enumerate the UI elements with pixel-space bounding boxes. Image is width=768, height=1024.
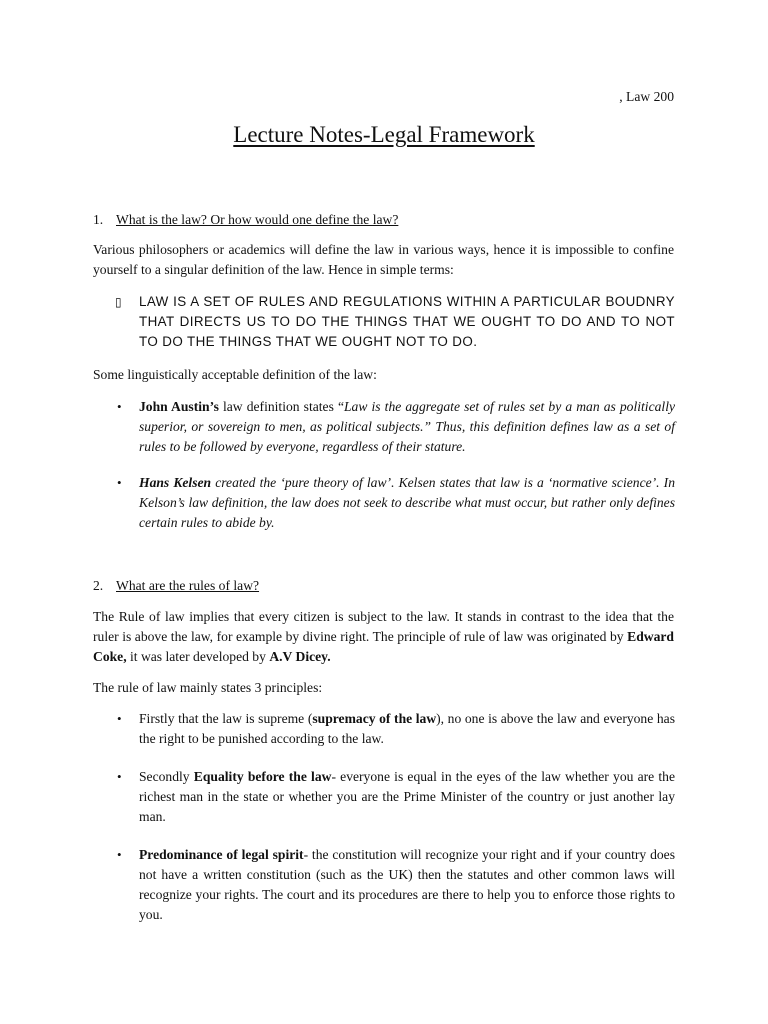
list-item-principle-3 <box>115 845 675 925</box>
linguistic-intro: Some linguistically acceptable definition of the law: <box>93 367 377 382</box>
bullet-icon: • <box>117 475 122 490</box>
law-definition-text: LAW IS A SET OF RULES AND REGULATIONS WITHIN A PARTICULAR BOUDNRY THAT DIRECTS US TO DO THE THINGS THAT WE OUGHT TO DO AND TO NOT TO DO THE THINGS THAT WE OUGHT NOT TO DO. <box>139 294 675 349</box>
principle-1-bold: supremacy of the law <box>312 711 437 726</box>
rule-of-law-paragraph <box>93 607 674 667</box>
checkbox-marker-icon: ▯ <box>115 295 123 309</box>
section-2-question: What are the rules of law? <box>116 578 260 593</box>
list-item-principle-1 <box>115 709 675 749</box>
bullet-icon: • <box>117 399 122 414</box>
principle-1-post: ), no one is above the law and everyone has the right to be punished according to the law. <box>139 711 675 746</box>
austin-lead: law definition states “ <box>218 399 344 414</box>
section-2-number: 2. <box>93 578 104 593</box>
principle-3-text <box>139 845 675 925</box>
section-1-heading <box>93 210 674 230</box>
principle-2-post: - everyone is equal in the eyes of the law whether you are the richest man in the state or whether you are the Prime Minister of the country or just another lay man. <box>139 769 675 824</box>
principles-intro: The rule of law mainly states 3 principles: <box>93 680 323 695</box>
principle-2-bold: Equality before the law <box>193 769 332 784</box>
list-item-kelsen <box>115 473 675 533</box>
principle-3-post: - the constitution will recognize your right and if your country does not have a written constitution (such as the UK) then the statutes and other common laws will recognize your rights. The court and its procedures are there to help you to enforce those rights to you. <box>139 847 675 922</box>
list-item-principle-2 <box>115 767 675 827</box>
para-text-c: it was later developed by <box>126 649 270 664</box>
austin-name: John Austin’s <box>139 399 219 414</box>
section-1-question: What is the law? Or how would one define the law? <box>116 212 399 227</box>
principle-1-text <box>139 709 675 749</box>
page-title: Lecture Notes-Legal Framework <box>233 122 535 147</box>
list-item-austin <box>115 397 675 457</box>
kelsen-name: Hans Kelsen <box>139 475 212 490</box>
law-definition <box>115 292 675 352</box>
edward-coke: Edward Coke, <box>93 629 674 664</box>
kelsen-text: created the ‘pure theory of law’. Kelsen states that law is a ‘normative science’. In Kelson’s law definition, the law does not seek to describe what must occur, but rather only defines certain rules to abide by. <box>139 475 675 530</box>
bullet-icon: • <box>117 769 122 784</box>
principle-1-pre: Firstly that the law is supreme ( <box>139 711 313 726</box>
av-dicey: A.V Dicey. <box>269 649 331 664</box>
austin-quote: Law is the aggregate set of rules set by a man as politically superior, or sovereign to men, as political subjects.” Thus, this definition defines law as a set of rules to be followed by everyone, regardless of their stature. <box>139 399 676 454</box>
section-2-heading <box>93 576 674 596</box>
principle-3-bold: Predominance of legal spirit <box>139 847 304 862</box>
bullet-icon: • <box>117 711 122 726</box>
section-1-intro: Various philosophers or academics will define the law in various ways, hence it is impossible to confine yourself to a singular definition of the law. Hence in simple terms: <box>93 242 674 277</box>
principle-2-pre: Secondly <box>139 769 194 784</box>
bullet-icon: • <box>117 847 122 862</box>
austin-definition <box>139 397 675 457</box>
principle-2-text <box>139 767 675 827</box>
para-text-a: The Rule of law implies that every citizen is subject to the law. It stands in contrast to the idea that the ruler is above the law, for example by divine right. The principle of rule of law was originated by <box>93 609 674 644</box>
course-label: , Law 200 <box>619 89 674 104</box>
kelsen-definition <box>139 473 675 533</box>
section-1-number: 1. <box>93 212 104 227</box>
